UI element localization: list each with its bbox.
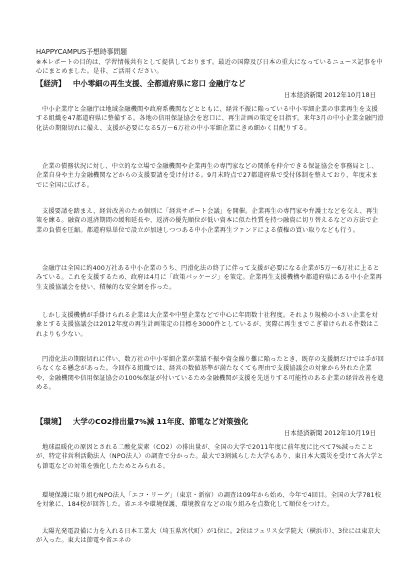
article-1-paragraph: 支援要請を踏まえ、経営改善のため個別に「経営サポート会議」を開催。企業再生の専門家や弁護士などを交え、再生策を練る。融資の返済期間の緩和延長や、返済の優先順位が低い資本に似た性質を持つ融資に切り替えるなどの方法で企業の負債を圧縮。都道府県単位で設立が加速しつつある中小企業再生ファンドによる債権の買い取りなども行う。 <box>36 208 379 234</box>
article-1-source: 日本経済新聞 2012年10月18日 <box>283 91 376 99</box>
intro-note: ※本レポートの目的は、学習情報共有として提供しております。最近の国際及び日本の重大になっているニュース記事を中心にまとめました。是非、ご活用ください。 <box>36 59 383 76</box>
article-1-paragraph: 企業の債務状況に対し、中立的な立場で金融機関や企業再生の専門家などの関係を仲介できる保証協会を事務局とし、企業自身や主力金融機関などからの支援要請を受け付ける。9月末時点で27都道府県で受付体制を整えており、年度末までに全国に広げる。 <box>36 163 378 189</box>
article-1-paragraph: 中小企業庁と金融庁は地域金融機関や政府系機関などとともに、経営不振に陥っている中小零細企業の事業再生を支援する組織を47都道府県に整備する。各地の信用保証協会を窓口に、再生計画の策定を目指す。来年3月の中小企業金融円滑化法の期限切れに備え、支援が必要になる5万～6万社の中小零細企業にきめ細かく目配りする。 <box>36 106 384 132</box>
article-1-headline: 中小零細の再生支援、全都道府県に窓口 金融庁など <box>72 79 246 88</box>
article-1-heading <box>36 79 246 89</box>
article-2-paragraph: 地球温暖化の原因とされる二酸化炭素（CO2）の排出量が、全国の大学で2011年度に前年度に比べて7%減ったことが、特定非営利活動法人（NPO法人）の調査で分かった。最大で3割減らした大学もあり、東日本大震災を受けて各大学とも節電などの対策を強化したためとみられる。 <box>36 444 384 470</box>
article-2-paragraph: 太陽光発電設備に力を入れる日本工業大（埼玉県宮代町）が1位に。2位はフェリス女学院大（横浜市）、3位には東京大が入った。東大は節電や省エネの <box>36 528 381 545</box>
article-2-paragraph: 環境保護に取り組むNPO法人「エコ・リーグ」（東京・新宿）の調査は09年から始め、今年で4回目。全国の大学781校を対象に、184校が回答した。省エネや環境保護、環境教育などの取り組みを点数化して順位をつけた。 <box>36 492 382 509</box>
article-1-paragraph: しかし支援機構が手掛けられる企業は大企業や中堅企業などで中心に年間数十社程度。それより規模の小さい企業を対象とする支援協議会は2012年度の再生計画策定の目標を3000件としているが、実際に再生までこぎ着けられる件数はこれよりも少ない。 <box>36 312 380 338</box>
article-2-source: 日本経済新聞 2012年10月19日 <box>283 429 376 437</box>
article-1-paragraph: 金融庁は全国に約400万社ある中小企業のうち、円滑化法の終了に伴って支援が必要になる企業が5万～6万社に上るとみている。これを支援するため、政府は4月に「政策パッケージ」を策定。企業再生支援機構や都道府県にある中小企業再生支援協議会を使い、積極的な安全網を作った。 <box>36 265 382 291</box>
article-2-headline: 大学のCO2排出量7%減 11年度、節電など対策強化 <box>72 417 249 426</box>
article-2-heading <box>36 417 248 427</box>
article-1-paragraph: 円滑化法の期限切れに伴い、数万社の中小零細企業が業績不振や資金繰り難に陥ったとき、既存の支援網だけでは手が回らなくなる懸念があった。今回作る組織では、経営の数値基準が満たなくても理由で支援協議会の対象から外れた企業や、金融機関や信用保証協会の100%保証が付いているため金融機関が支援を先送りする可能性のある企業の経営改善を進める。 <box>36 356 384 392</box>
article-2-category: 【環境】 <box>36 417 66 426</box>
article-1-category: 【経済】 <box>36 79 66 88</box>
document-title: HAPPYCAMPUS予想時事問題 <box>36 48 128 56</box>
